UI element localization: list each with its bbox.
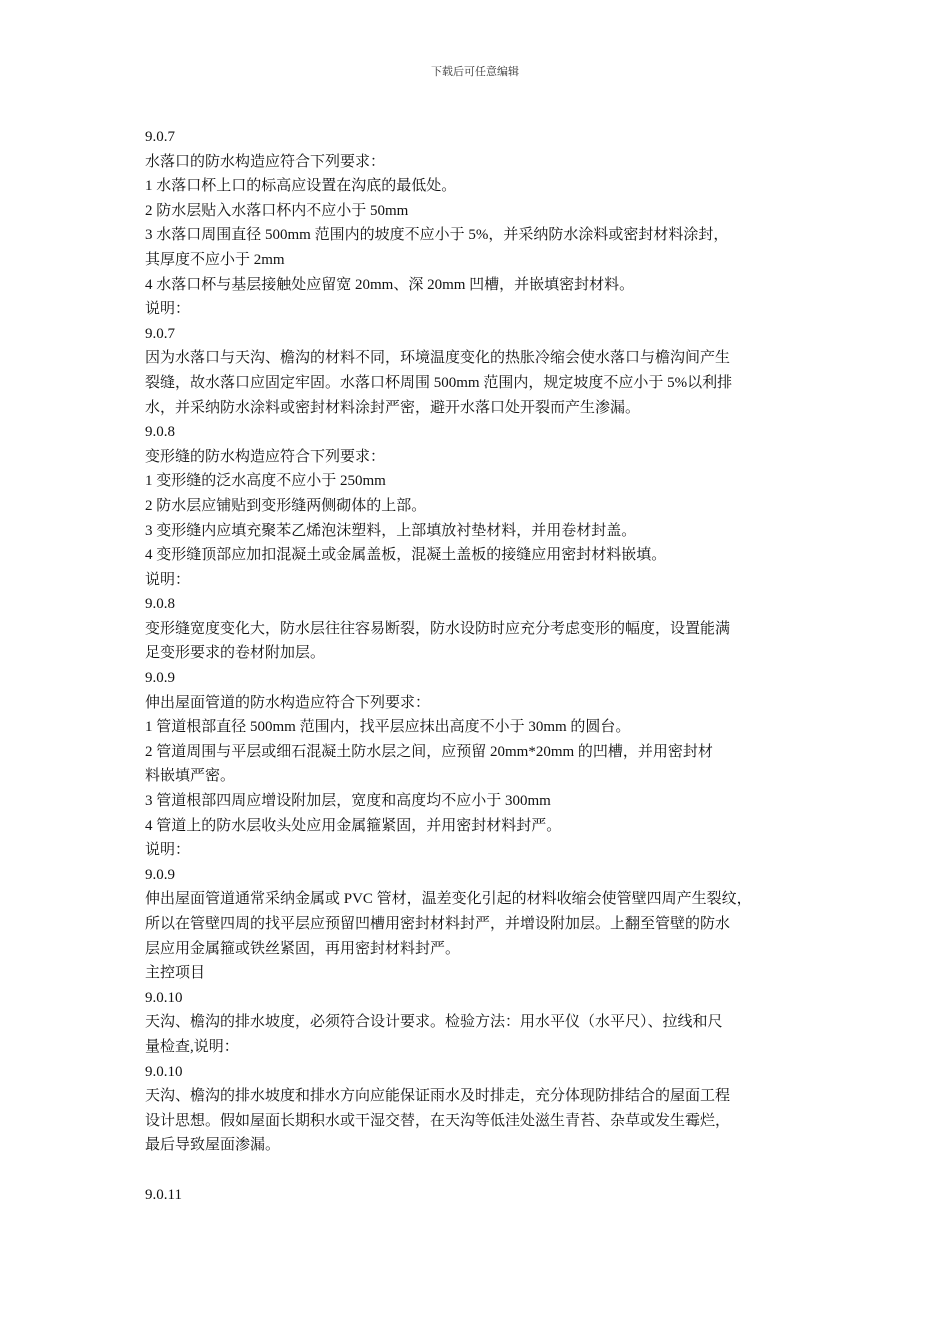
doc-line: 4 变形缝顶部应加扣混凝土或金属盖板，混凝土盖板的接缝应用密封材料嵌填。 — [145, 547, 667, 564]
doc-line: 9.0.10 — [145, 989, 183, 1006]
doc-line: 9.0.9 — [145, 866, 175, 883]
doc-line: 4 管道上的防水层收头处应用金属箍紧固，并用密封材料封严。 — [145, 817, 562, 834]
doc-line: 足变形要求的卷材附加层。 — [145, 645, 326, 662]
doc-line: 水落口的防水构造应符合下列要求： — [145, 153, 386, 170]
doc-line: 水，并采纳防水涂料或密封材料涂封严密，避开水落口处开裂而产生渗漏。 — [145, 399, 641, 416]
doc-line: 主控项目 — [145, 965, 206, 982]
doc-line: 层应用金属箍或铁丝紧固，再用密封材料封严。 — [145, 940, 461, 957]
doc-line: 9.0.7 — [145, 129, 175, 145]
doc-line: 最后导致屋面渗漏。 — [145, 1137, 281, 1154]
document-body — [145, 125, 813, 1207]
doc-line: 2 防水层应铺贴到变形缝两侧砌体的上部。 — [145, 497, 427, 514]
doc-line: 说明： — [145, 571, 191, 588]
doc-line: 2 防水层贴入水落口杯内不应小于 50mm — [145, 202, 409, 219]
doc-line: 2 管道周围与平层或细石混凝土防水层之间，应预留 20mm*20mm 的凹槽，并用密封材 — [145, 743, 713, 760]
doc-line: 天沟、檐沟的排水坡度和排水方向应能保证雨水及时排走，充分体现防排结合的屋面工程 — [145, 1088, 731, 1105]
doc-line: 4 水落口杯与基层接触处应留宽 20mm、深 20mm 凹槽，并嵌填密封材料。 — [145, 276, 635, 293]
doc-line: 说明： — [145, 301, 191, 318]
doc-line: 9.0.11 — [145, 1186, 182, 1203]
doc-line: 说明： — [145, 842, 191, 859]
page-header: 下载后可任意编辑 — [431, 66, 519, 78]
doc-line: 天沟、檐沟的排水坡度，必须符合设计要求。检验方法：用水平仪（水平尺）、拉线和尺 — [145, 1014, 723, 1031]
doc-line: 其厚度不应小于 2mm — [145, 251, 285, 268]
doc-line: 9.0.8 — [145, 424, 175, 441]
doc-line: 3 变形缝内应填充聚苯乙烯泡沫塑料，上部填放衬垫材料，并用卷材封盖。 — [145, 522, 637, 539]
doc-line: 设计思想。假如屋面长期积水或干湿交替，在天沟等低洼处滋生青苔、杂草或发生霉烂， — [145, 1112, 731, 1129]
doc-line: 1 水落口杯上口的标高应设置在沟底的最低处。 — [145, 178, 457, 195]
doc-line: 因为水落口与天沟、檐沟的材料不同，环境温度变化的热胀冷缩会使水落口与檐沟间产生 — [145, 350, 731, 367]
doc-line: 9.0.8 — [145, 596, 175, 613]
doc-line: 伸出屋面管道的防水构造应符合下列要求： — [145, 694, 431, 711]
doc-line: 1 管道根部直径 500mm 范围内，找平层应抹出高度不小于 30mm 的圆台。 — [145, 719, 631, 736]
doc-line: 3 水落口周围直径 500mm 范围内的坡度不应小于 5%，并采纳防水涂料或密封材料涂封， — [145, 227, 729, 244]
doc-line: 9.0.10 — [145, 1063, 183, 1080]
doc-line: 3 管道根部四周应增设附加层，宽度和高度均不应小于 300mm — [145, 793, 551, 810]
doc-line: 9.0.9 — [145, 670, 175, 687]
doc-line: 裂缝，故水落口应固定牢固。水落口杯周围 500mm 范围内，规定坡度不应小于 5%以利排 — [145, 374, 733, 391]
doc-line: 所以在管壁四周的找平层应预留凹槽用密封材料封严，并增设附加层。上翻至管壁的防水 — [145, 916, 731, 932]
doc-line: 伸出屋面管道通常采纳金属或 PVC 管材，温差变化引起的材料收缩会使管壁四周产生裂纹， — [145, 891, 752, 908]
doc-line: 9.0.7 — [145, 325, 175, 342]
doc-line: 料嵌填严密。 — [145, 768, 236, 785]
doc-line: 变形缝的防水构造应符合下列要求： — [145, 448, 386, 465]
doc-line: 1 变形缝的泛水高度不应小于 250mm — [145, 473, 386, 490]
blank-line — [145, 1158, 813, 1183]
doc-line: 变形缝宽度变化大，防水层往往容易断裂，防水设防时应充分考虑变形的幅度，设置能满 — [145, 620, 731, 637]
doc-line: 量检查,说明： — [145, 1038, 239, 1055]
